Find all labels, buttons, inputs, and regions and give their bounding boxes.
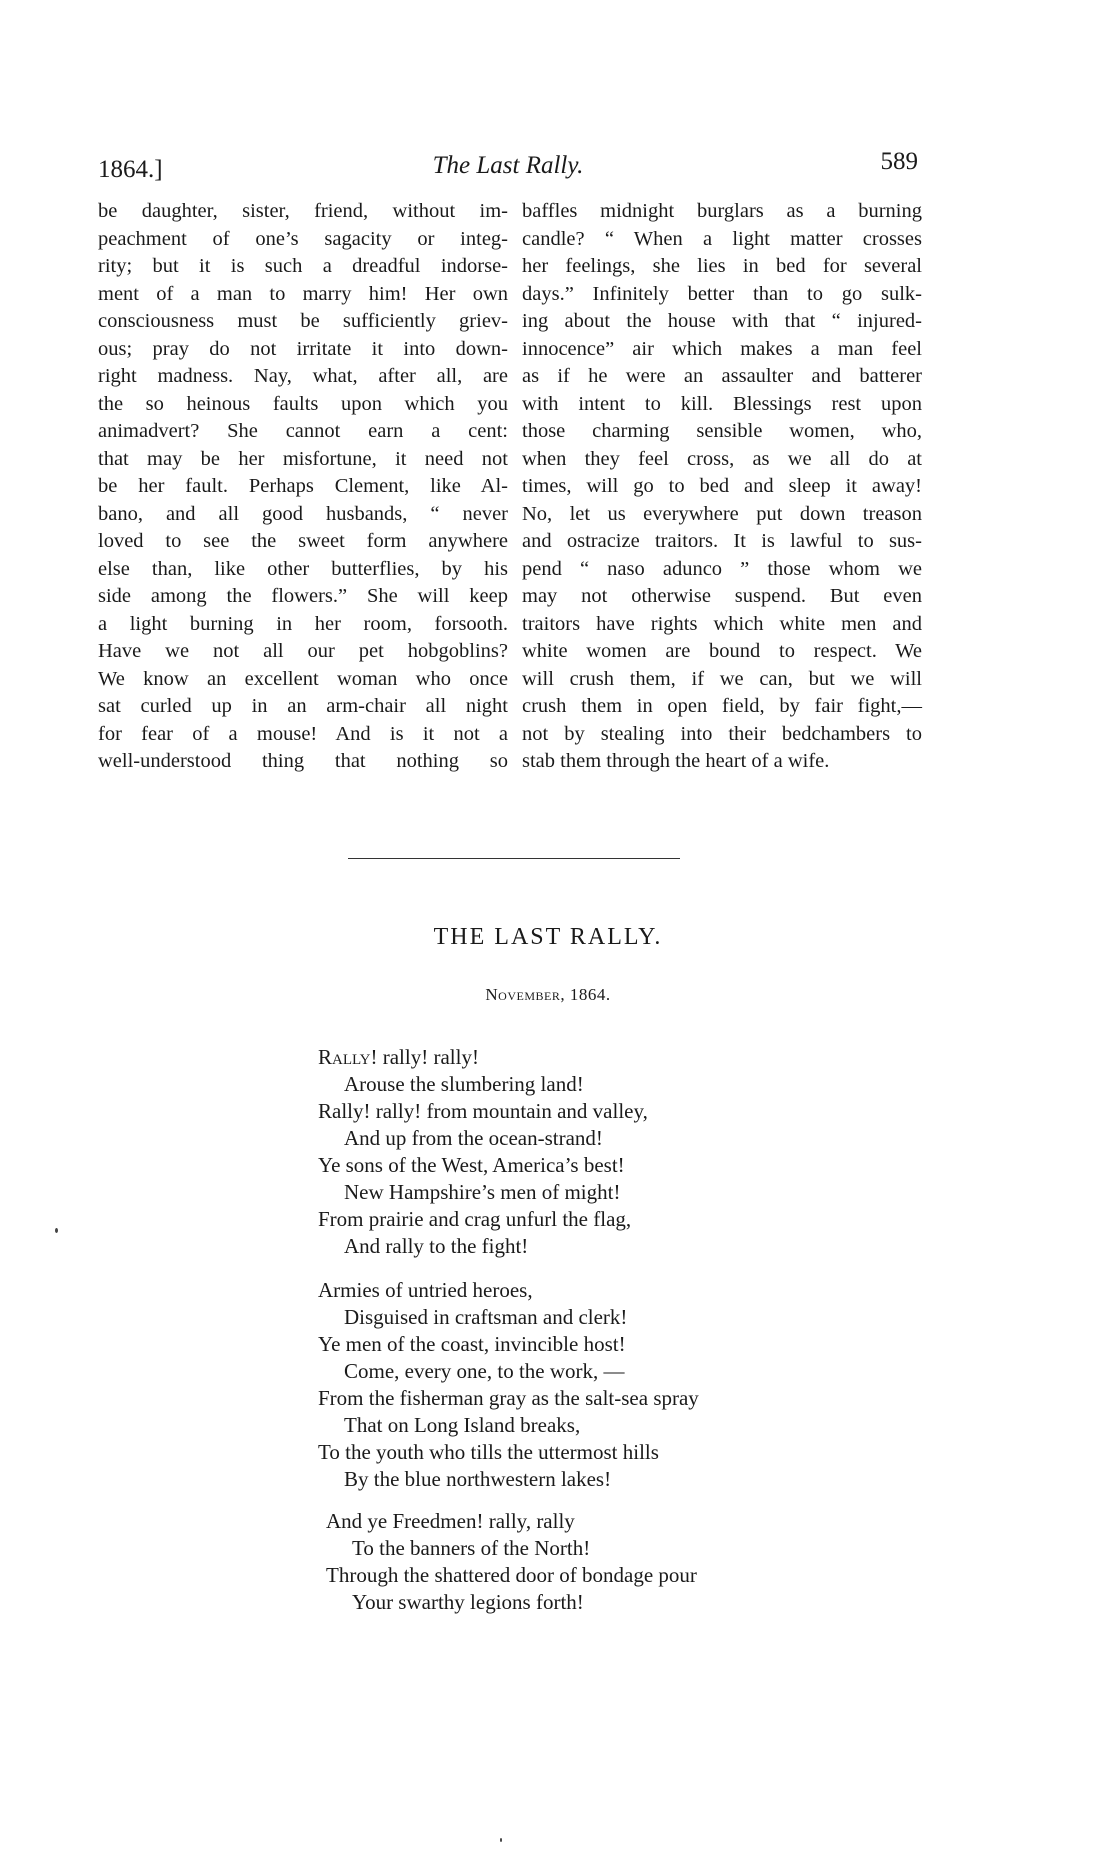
- text-line: ment of a man to marry him! Her own: [98, 282, 508, 305]
- text-line: innocence” air which makes a man feel: [522, 337, 922, 360]
- right-text-column: [522, 198, 922, 776]
- poem-date-year: , 1864.: [560, 985, 611, 1004]
- poem-line: From prairie and crag unfurl the flag,: [318, 1207, 632, 1231]
- text-line: ous; pray do not irritate it into down-: [98, 337, 508, 360]
- text-line: a light burning in her room, forsooth.: [98, 612, 508, 635]
- poem-line: [318, 1044, 648, 1071]
- poem-line: Rally! rally! from mountain and valley,: [318, 1099, 648, 1123]
- text-line: candle? “ When a light matter crosses: [522, 227, 922, 250]
- poem-stanza-1: [318, 1044, 648, 1260]
- text-line: bano, and all good husbands, “ never: [98, 502, 508, 525]
- text-line: traitors have rights which white men and: [522, 612, 922, 635]
- text-line: consciousness must be sufficiently griev-: [98, 310, 508, 332]
- poem-line: Disguised in craftsman and clerk!: [344, 1305, 628, 1329]
- poem-date-month: November: [485, 985, 561, 1004]
- poem-line-rest: ! rally! rally!: [370, 1045, 479, 1069]
- poem-line: Armies of untried heroes,: [318, 1278, 533, 1302]
- poem-line: By the blue northwestern lakes!: [344, 1467, 612, 1491]
- text-line: We know an excellent woman who once: [98, 667, 508, 690]
- poem-line: To the banners of the North!: [352, 1536, 591, 1560]
- text-line: be her fault. Perhaps Clement, like Al-: [98, 475, 508, 497]
- text-line: animadvert? She cannot earn a cent:: [98, 420, 508, 442]
- text-line: days.” Infinitely better than to go sulk-: [522, 282, 922, 305]
- text-line: times, will go to bed and sleep it away!: [522, 475, 922, 497]
- text-line: with intent to kill. Blessings rest upon: [522, 392, 922, 415]
- text-line: will crush them, if we can, but we will: [522, 667, 922, 690]
- text-line: right madness. Nay, what, after all, are: [98, 365, 508, 387]
- poem-stanza-3: [326, 1508, 697, 1616]
- poem-line: And up from the ocean-strand!: [344, 1126, 603, 1150]
- text-line: Have we not all our pet hobgoblins?: [98, 640, 508, 662]
- text-line: rity; but it is such a dreadful indorse-: [98, 255, 508, 277]
- text-line: her feelings, she lies in bed for several: [522, 255, 922, 277]
- running-header: [98, 148, 918, 188]
- text-line: white women are bound to respect. We: [522, 640, 922, 662]
- section-divider: [348, 858, 680, 859]
- text-line: peachment of one’s sagacity or integ-: [98, 227, 508, 250]
- ink-speck: [500, 1838, 502, 1842]
- ink-speck: [55, 1228, 58, 1233]
- page-number: 589: [880, 148, 918, 175]
- text-line: not by stealing into their bedchambers to: [522, 722, 922, 745]
- text-line: that may be her misfortune, it need not: [98, 447, 508, 470]
- text-line: when they feel cross, as we all do at: [522, 447, 922, 470]
- text-line: loved to see the sweet form anywhere: [98, 530, 508, 552]
- text-line: the so heinous faults upon which you: [98, 392, 508, 415]
- poem-line: Through the shattered door of bondage pour: [326, 1563, 697, 1587]
- text-line: those charming sensible women, who,: [522, 420, 922, 442]
- poem-line: From the fisherman gray as the salt-sea spray: [318, 1386, 699, 1410]
- poem-line: And ye Freedmen! rally, rally: [326, 1509, 575, 1533]
- text-line: and ostracize traitors. It is lawful to sus-: [522, 530, 922, 552]
- poem-line: And rally to the fight!: [344, 1234, 529, 1258]
- poem-title: THE LAST RALLY.: [433, 924, 663, 950]
- text-line: No, let us everywhere put down treason: [522, 502, 922, 525]
- header-running-title: The Last Rally.: [432, 152, 584, 179]
- text-line: stab them through the heart of a wife.: [522, 750, 830, 772]
- text-line: ing about the house with that “ injured-: [522, 310, 922, 332]
- poem-first-word: Rally: [318, 1045, 371, 1069]
- poem-line: To the youth who tills the uttermost hills: [318, 1440, 659, 1464]
- text-line: for fear of a mouse! And is it not a: [98, 722, 508, 745]
- poem-line: Ye sons of the West, America’s best!: [318, 1153, 625, 1177]
- poem-line: Your swarthy legions forth!: [352, 1590, 584, 1614]
- left-text-column: [98, 198, 508, 776]
- text-line: else than, like other butterflies, by his: [98, 557, 508, 580]
- text-line: crush them in open field, by fair fight,—: [522, 695, 922, 717]
- text-line: baffles midnight burglars as a burning: [522, 200, 922, 222]
- text-line: may not otherwise suspend. But even: [522, 585, 922, 607]
- poem-line: Ye men of the coast, invincible host!: [318, 1332, 626, 1356]
- text-line: be daughter, sister, friend, without im-: [98, 200, 508, 222]
- poem-line: Come, every one, to the work, —: [344, 1359, 625, 1383]
- text-line: sat curled up in an arm-chair all night: [98, 695, 508, 717]
- poem-stanza-2: [318, 1277, 699, 1493]
- text-line: side among the flowers.” She will keep: [98, 585, 508, 607]
- text-line: well-understood thing that nothing so: [98, 750, 508, 772]
- text-line: pend “ naso adunco ” those whom we: [522, 557, 922, 580]
- poem-line: That on Long Island breaks,: [344, 1413, 581, 1437]
- text-line: as if he were an assaulter and batterer: [522, 365, 922, 387]
- poem-date: [0, 985, 1096, 1005]
- poem-line: Arouse the slumbering land!: [344, 1072, 584, 1096]
- header-year: 1864.]: [98, 156, 163, 183]
- poem-line: New Hampshire’s men of might!: [344, 1180, 621, 1204]
